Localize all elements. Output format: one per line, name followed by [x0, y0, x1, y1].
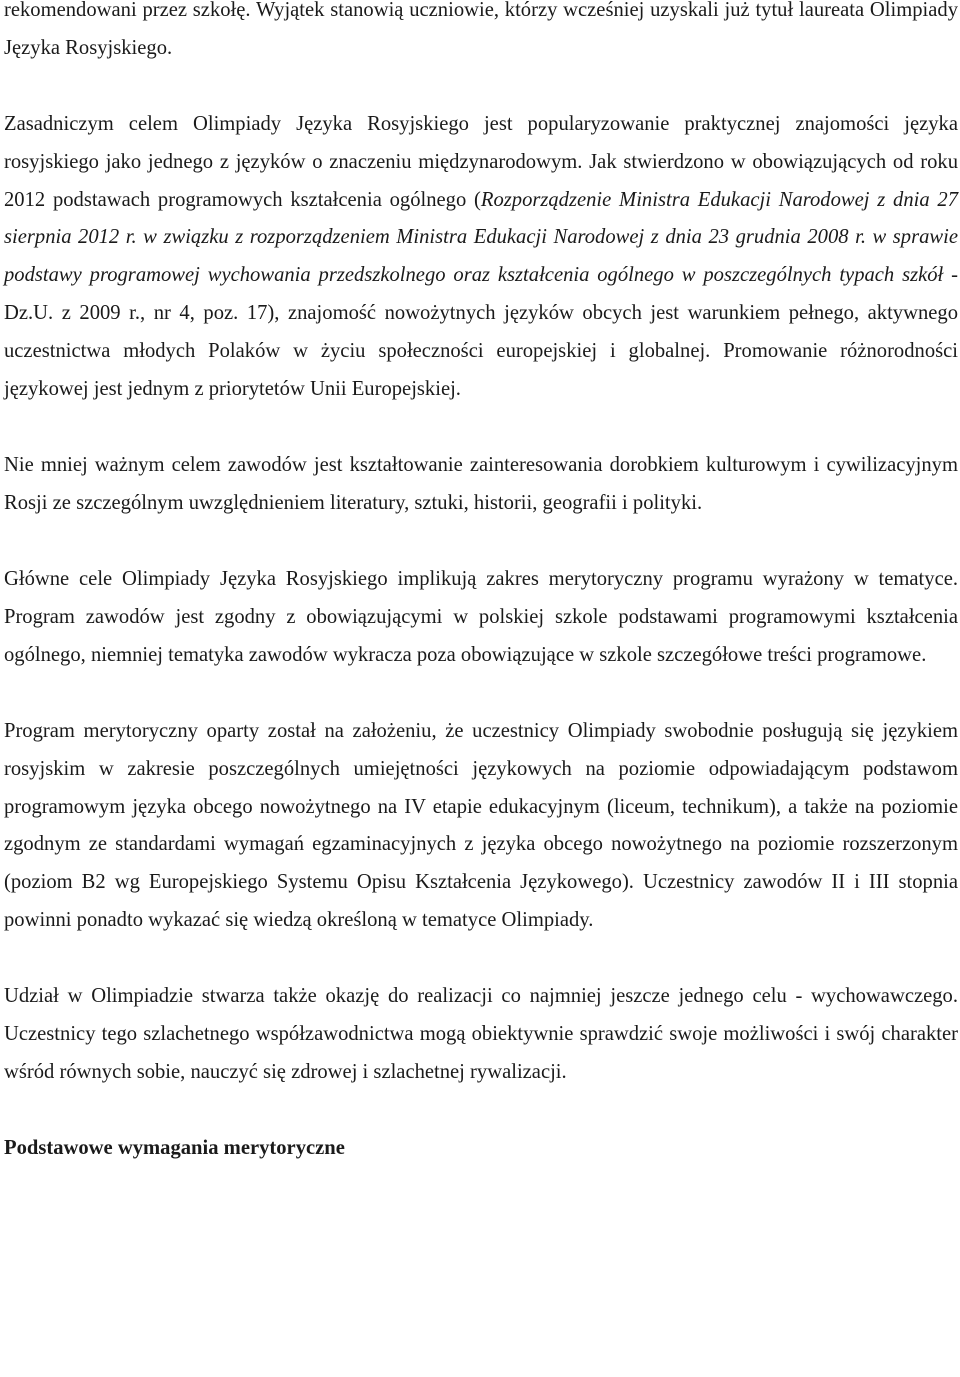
regulation-citation: Rozporządzenie Ministra Edukacji Narodowej z dnia 27 sierpnia 2012 r. w związku z rozporządzeniem Ministra Edukacji Narodowej z dnia 23 grudnia 2008 r. w sprawie podstawy programowej wychowania przedszkolnego oraz kształcenia ogólnego w poszczególnych typach szkół — [4, 188, 958, 287]
main-goal-text-end: - Dz.U. z 2009 r., nr 4, poz. 17), znajomość nowożytnych języków obcych jest warunkiem pełnego, aktywnego uczestnictwa młodych Polaków w życiu społeczności europejskiej i globalnej. Promowanie różnorodności językowej jest jednym z priorytetów Unii Europejskiej. — [4, 264, 959, 400]
paragraph-main-goal — [0, 106, 958, 408]
main-goal-text-start: Zasadniczym celem Olimpiady Języka Rosyjskiego jest popularyzowanie praktycznej znajomości języka rosyjskiego jako jednego z języków o znaczeniu międzynarodowym. Jak stwierdzono w obowiązujących od roku 2012 podstawach programowych kształcenia ogólnego ( — [4, 113, 958, 211]
paragraph-culture: Nie mniej ważnym celem zawodów jest kształtowanie zainteresowania dorobkiem kulturowym i cywilizacyjnym Rosji ze szczególnym uwzględnieniem literatury, sztuki, historii, geografii i polityki. — [4, 453, 958, 514]
section-heading-requirements: Podstawowe wymagania merytoryczne — [4, 1137, 345, 1160]
paragraph-program-basis: Program merytoryczny oparty został na założeniu, że uczestnicy Olimpiady swobodnie posługują się językiem rosyjskim w zakresie poszczególnych umiejętności językowych na poziomie odpowiadającym podstawom programowym języka obcego nowożytnego na IV etapie edukacyjnym (liceum, technikum), a także na poziomie zgodnym ze standardami wymagań egzaminacyjnych z języka obcego nowożytnego na poziomie rozszerzonym (poziom B2 wg Europejskiego Systemu Opisu Kształcenia Językowego). Uczestnicy zawodów II i III stopnia powinni ponadto wykazać się wiedzą określoną w tematyce Olimpiady. — [4, 719, 958, 931]
paragraph-goals-program: Główne cele Olimpiady Języka Rosyjskiego implikują zakres merytoryczny programu wyrażony w tematyce. Program zawodów jest zgodny z obowiązującymi w polskiej szkole podstawami programowymi kształcenia ogólnego, niemniej tematyka zawodów wykracza poza obowiązujące w szkole szczegółowe treści programowe. — [4, 568, 958, 666]
paragraph-educational-goal: Udział w Olimpiadzie stwarza także okazję do realizacji co najmniej jeszcze jednego celu - wychowawczego. Uczestnicy tego szlachetnego współzawodnictwa mogą obiektywnie sprawdzić swoje możliwości i swój charakter wśród równych sobie, nauczyć się zdrowej i szlachetnej rywalizacji. — [4, 985, 958, 1083]
paragraph-intro-continued: rekomendowani przez szkołę. Wyjątek stanowią uczniowie, którzy wcześniej uzyskali już tytuł laureata Olimpiady Języka Rosyjskiego. — [4, 0, 958, 59]
